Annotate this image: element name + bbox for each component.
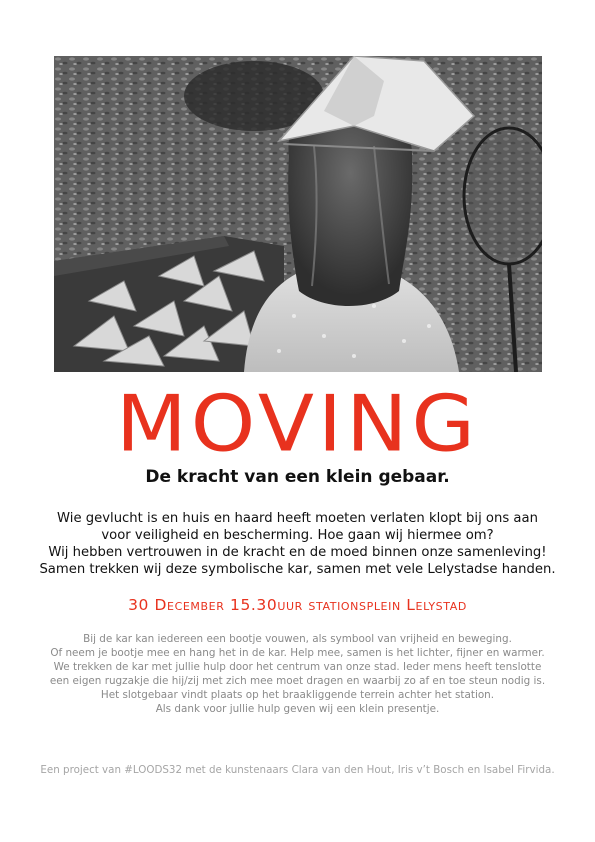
- poster-subtitle: De kracht van een klein gebaar.: [145, 467, 450, 487]
- detail-line: Het slotgebaar vindt plaats op het braakliggende terrein achter het station.: [100, 689, 495, 701]
- detail-line: Als dank voor jullie hulp geven wij een klein presentje.: [155, 703, 440, 715]
- detail-line: Bij de kar kan iedereen een bootje vouwen, als symbool van vrijheid en beweging.: [83, 633, 512, 645]
- intro-paragraph: [30, 510, 565, 578]
- detail-line: een eigen rugzakje die hij/zij met zich mee moet dragen en waarbij zo af en toe steun nodig is.: [49, 675, 546, 687]
- intro-line: Wie gevlucht is en huis en haard heeft moeten verlaten klopt bij ons aan: [57, 511, 538, 526]
- poster-title: MOVING: [115, 379, 479, 470]
- hero-photo: [54, 56, 542, 372]
- details-paragraph: [40, 632, 555, 716]
- detail-line: Of neem je bootje mee en hang het in de kar. Help mee, samen is het lichter, fijner en warmer.: [50, 647, 545, 659]
- intro-line: voor veiligheid en bescherming. Hoe gaan wij hiermee om?: [101, 528, 494, 543]
- intro-line: Samen trekken wij deze symbolische kar, samen met vele Lelystadse handen.: [39, 562, 556, 577]
- detail-line: We trekken de kar met jullie hulp door het centrum van onze stad. Ieder mens heeft tenslotte: [53, 661, 542, 673]
- event-date-location: 30 December 15.30uur stationsplein Lelystad: [128, 596, 467, 614]
- project-credit: Een project van #LOODS32 met de kunstenaars Clara van den Hout, Iris v’t Bosch en Isabel Firvida.: [40, 764, 555, 776]
- photo-illustration: [54, 56, 542, 372]
- intro-line: Wij hebben vertrouwen in de kracht en de moed binnen onze samenleving!: [48, 545, 547, 560]
